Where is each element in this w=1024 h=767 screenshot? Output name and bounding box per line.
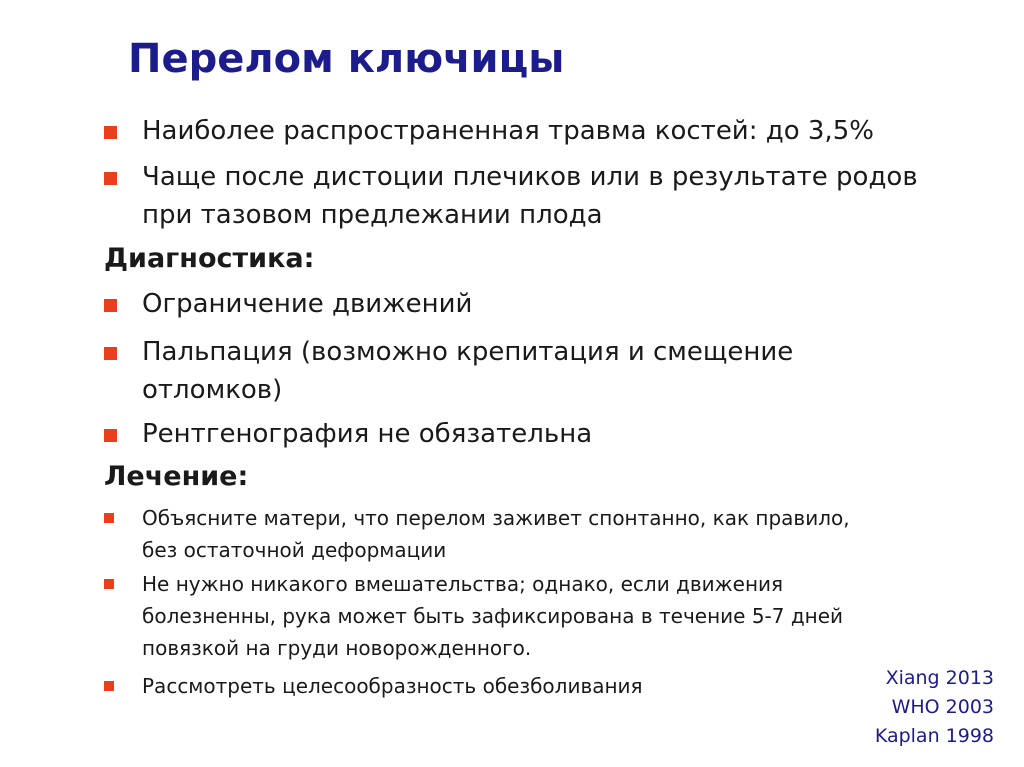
bullet-line: Ограничение движений (142, 289, 473, 319)
bullet-square-icon (104, 347, 117, 360)
bullet-square-icon (104, 126, 117, 139)
reference-line: Xiang 2013 (885, 667, 994, 689)
reference-line: Kaplan 1998 (874, 725, 994, 747)
bullet-line: при тазовом предлежании плода (142, 200, 603, 230)
diagnostics-heading: Диагностика: (104, 243, 315, 274)
bullet-square-icon (104, 299, 117, 312)
bullet-line: Объясните матери, что перелом заживет спонтанно, как правило, (142, 506, 850, 530)
slide-title: Перелом ключицы (128, 36, 565, 82)
bullet-line: Чаще после дистоции плечиков или в результате родов (142, 162, 918, 192)
bullet-square-icon (104, 429, 117, 442)
intro-bullet-1-text (142, 112, 874, 150)
bullet-square-icon (104, 579, 114, 589)
bullet-line: отломков) (142, 375, 283, 405)
diagnostics-bullet-1-text (142, 285, 472, 323)
bullet-square-icon (104, 513, 114, 523)
bullet-line: Не нужно никакого вмешательства; однако, если движения (142, 572, 784, 596)
treatment-bullet-3-text (142, 670, 643, 702)
bullet-line: Рентгенография не обязательна (142, 419, 593, 449)
bullet-line: Наиболее распространенная травма костей: до 3,5% (142, 116, 874, 146)
treatment-heading: Лечение: (104, 461, 249, 492)
diagnostics-bullet-3-text (142, 415, 592, 453)
bullet-square-icon (104, 172, 117, 185)
bullet-line: повязкой на груди новорожденного. (142, 636, 532, 660)
diagnostics-bullet-2-text (142, 333, 793, 409)
bullet-line: без остаточной деформации (142, 538, 447, 562)
intro-bullet-2-text (142, 158, 918, 234)
references (875, 664, 994, 751)
bullet-square-icon (104, 681, 114, 691)
bullet-line: Рассмотреть целесообразность обезболивания (142, 674, 643, 698)
reference-line: WHO 2003 (891, 696, 994, 718)
treatment-bullet-1-text (142, 502, 850, 566)
treatment-bullet-2-text (142, 568, 843, 664)
bullet-line: болезненны, рука может быть зафиксирована в течение 5-7 дней (142, 604, 844, 628)
bullet-line: Пальпация (возможно крепитация и смещение (142, 337, 794, 367)
